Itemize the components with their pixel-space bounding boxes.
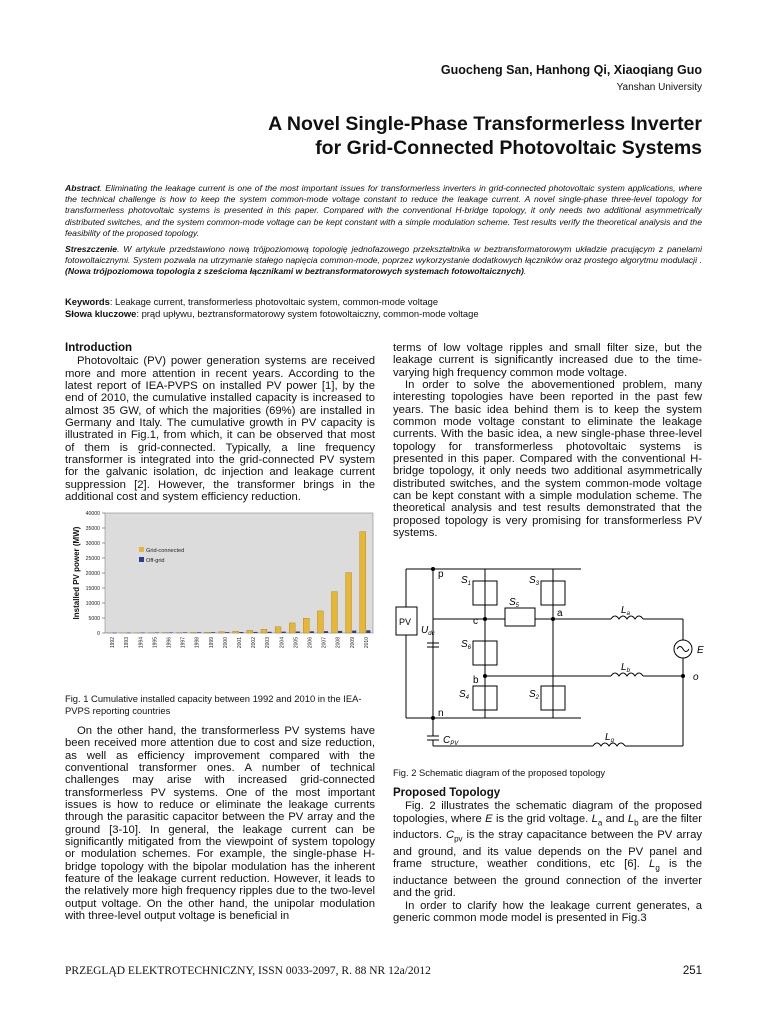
legend-swatch-offgrid — [139, 557, 144, 562]
node-c: c — [473, 616, 478, 627]
bar-grid-connected — [289, 623, 295, 633]
bar-grid-connected — [317, 611, 323, 633]
bar-off-grid — [268, 632, 272, 633]
s1-label: $S_1$ — [461, 575, 472, 587]
s3-label: $S_3$ — [529, 575, 540, 587]
pv-label: PV — [399, 617, 412, 627]
figure-2-schematic — [393, 563, 713, 763]
intro-paragraph-2: On the other hand, the transformerless PV systems have been received more attention due to cost and size reduction, as well as efficiency improvement compared with the conventional transformer ones. A number of technical challenges may arise with increased grid-connected transformerless PV systems. One of the most important issues is how to reduce or eliminate the leakage currents through the parasitic capacitor between the PV array and the ground [3-10]. In general, the leakage current can be significantly mitigated from the viewpoint of system topology or modulation schemes. For example, the single-phase H-bridge topology with the bipolar modulation has the inherent feature of the leakage current reduction. However, it leads to the relatively more high frequency ripples due to the two-level output voltage. On the other hand, the unipolar modulation with three-level output voltage is beneficial in — [65, 725, 375, 923]
topology-paragraph-2: In order to clarify how the leakage current generates, a generic common mode model is presented in Fig.3 — [393, 899, 702, 924]
figure-1-caption: Fig. 1 Cumulative installed capacity between 1992 and 2010 in the IEA-PVPS reporting countries — [65, 693, 362, 716]
topology-paragraph-1: Fig. 2 illustrates the schematic diagram of the proposed topologies, where E is the grid voltage. $L_a$ and $L_b$ are the filter inductors. $C_{pv}$ is the stray capacitance between the PV array and ground, and its value depends on the PV panel and frame structure, weather conditions, etc [6]. $L_g$ is the inductance between the ground connection of the inverter and the grid. — [393, 800, 703, 900]
bar-grid-connected — [360, 532, 366, 633]
page-number: 251 — [682, 965, 702, 977]
bar-off-grid — [169, 632, 173, 633]
right-column-bottom — [393, 787, 702, 924]
s6-label: $S_6$ — [461, 639, 472, 651]
keywords-text-pl: : prąd upływu, beztransformatorowy system fotowoltaiczny, common-mode voltage — [136, 308, 479, 319]
x-tick-label: 1994 — [138, 637, 145, 649]
affiliation: Yanshan University — [616, 82, 702, 93]
title-line-1: A Novel Single-Phase Transformerless Inverter — [268, 113, 702, 135]
streszczenie-end: . — [523, 266, 527, 277]
legend-off-grid: Off-grid — [146, 558, 165, 564]
x-tick-label: 2006 — [307, 637, 314, 649]
abstract-label: Abstract — [65, 183, 100, 193]
x-tick-label: 2004 — [279, 637, 286, 649]
bar-grid-connected — [247, 630, 253, 633]
x-tick-label: 1992 — [110, 637, 117, 649]
streszczenie-bold-title: (Nowa trójpoziomowa topologia z sześcioma łącznikami w beztransformatorowych systemach fotowoltaicznych) — [65, 266, 524, 277]
keywords-label: Keywords — [65, 296, 110, 307]
node-n: n — [438, 708, 444, 719]
y-tick-label: 0 — [97, 631, 100, 637]
keywords-en — [65, 296, 702, 308]
keywords-block — [65, 296, 702, 320]
bar-off-grid — [324, 631, 328, 633]
keywords-label-pl: Słowa kluczowe — [65, 308, 137, 319]
y-tick-label: 35000 — [85, 526, 100, 532]
legend-swatch-grid — [139, 547, 144, 552]
section-heading-proposed-topology: Proposed Topology — [393, 787, 501, 799]
y-tick-label: 40000 — [85, 511, 100, 517]
abstract — [65, 183, 702, 239]
x-tick-label: 1995 — [152, 637, 159, 649]
bar-off-grid — [183, 632, 187, 633]
bar-grid-connected — [346, 573, 352, 633]
x-tick-label: 2001 — [237, 637, 243, 649]
bar-off-grid — [155, 633, 159, 634]
x-tick-label: 2003 — [265, 637, 272, 649]
streszczenie — [65, 244, 702, 278]
figure-1-chart — [65, 507, 377, 689]
y-tick-label: 10000 — [85, 601, 100, 607]
intro-paragraph-1: Photovoltaic (PV) power generation systems are received more and more attention in recent years. According to the latest report of IEA-PVPS on installed PV power [1], by the end of 2010, the cumulative installed capacity is increased to almost 35 GW, of which the majorities (69%) are installed in Germany and Italy. The cumulative growth in PV capacity is illustrated in Fig.1, from which, it can be observed that most of them is grid-connected. Typically, a line frequency transformer is integrated into the grid-connected PV system for the galvanic isolation, dc injection and leakage current suppression [2]. However, the transformer brings in the additional cost and system efficiency reduction. — [65, 355, 375, 504]
node-a: a — [557, 608, 563, 619]
bar-grid-connected — [233, 631, 239, 633]
left-column-bottom — [65, 725, 375, 923]
bar-grid-connected — [190, 632, 196, 633]
s5-label: $S_5$ — [509, 597, 520, 609]
bar-off-grid — [197, 632, 201, 633]
bar-off-grid — [141, 633, 145, 634]
bar-off-grid — [366, 630, 370, 633]
x-tick-label: 2009 — [349, 637, 356, 649]
streszczenie-text: . W artykule przedstawiono nową trójpoziomową topologię jednofazowego przekształtnika w beztransformatorowym układzie pracującym z panelami fotowoltaicznymi. System pozwala na utrzymanie stałego napięcia common-mode, poprzez wykorzystanie dodatkowych łączników oraz prostego algorytmu modulacji . — [65, 244, 702, 266]
x-tick-label: 1999 — [208, 637, 215, 649]
authors: Guocheng San, Hanhong Qi, Xiaoqiang Guo — [440, 63, 702, 77]
bar-off-grid — [253, 632, 257, 633]
y-tick-label: 5000 — [88, 616, 100, 622]
legend-grid-connected: Grid-connected — [146, 548, 185, 554]
section-heading-introduction: Introduction — [65, 342, 133, 354]
y-tick-label: 20000 — [85, 571, 100, 577]
x-tick-label: 2005 — [293, 637, 300, 649]
figure-2-caption: Fig. 2 Schematic diagram of the proposed topology — [393, 767, 606, 778]
y-tick-label: 15000 — [85, 586, 100, 592]
bar-grid-connected — [261, 629, 267, 633]
x-tick-label: 1993 — [124, 637, 131, 649]
bar-off-grid — [296, 632, 300, 634]
y-axis-label: Installed PV power (MW) — [72, 526, 81, 620]
cpv-label: $C_{PV}$ — [443, 735, 459, 747]
keywords-pl — [65, 308, 702, 320]
bar-off-grid — [338, 631, 342, 633]
abstract-block — [65, 183, 702, 278]
y-tick-label: 30000 — [85, 541, 100, 547]
x-tick-label: 2008 — [335, 637, 342, 649]
bar-off-grid — [310, 631, 314, 633]
bar-grid-connected — [219, 632, 225, 633]
x-tick-label: 1997 — [180, 637, 187, 649]
keywords-text: : Leakage current, transformerless photovoltaic system, common-mode voltage — [109, 296, 439, 307]
bar-off-grid — [126, 633, 130, 634]
la-label: $L_a$ — [621, 605, 630, 617]
title-line-2: for Grid-Connected Photovoltaic Systems — [315, 137, 702, 159]
right-paragraph-1: terms of low voltage ripples and small filter size, but the leakage current is significantly increased due to the time-varying high frequency common mode voltage. — [393, 342, 702, 379]
bar-off-grid — [282, 632, 286, 633]
x-tick-label: 2010 — [363, 637, 370, 649]
bar-off-grid — [352, 631, 356, 633]
right-paragraph-2: In order to solve the abovementioned problem, many interesting topologies have been reported in the past few years. The basic idea behind them is to keep the system common mode voltage constant to eliminate the leakage currents. With the basic idea, a new single-phase three-level topology for transformerless photovoltaic systems is presented in this paper. Compared with the conventional H-bridge topology, it only needs two additional asymmetrically distributed switches, and the system common-mode voltage can be kept constant with a simple modulation scheme. The theoretical analysis and test results demonstrated that the proposed topology is very promising for transformerless PV systems. — [393, 379, 702, 540]
left-column-top — [65, 342, 375, 503]
x-tick-label: 2007 — [321, 637, 328, 649]
abstract-text: . Eliminating the leakage current is one of the most important issues for transformerless inverters in grid-connected photovoltaic system applications, where the technical challenge is how to keep the system common-mode voltage constant to reduce the leakage current. A novel single-phase three-level topology for transformerless photovoltaic systems is presented in this paper. Compared with the conventional H-bridge topology, it only needs two additional asymmetrically distributed switches, and the system common-mode voltage can be kept constant with a simple modulation scheme. Test results verify the theoretical analysis and the feasibility of the proposed topology. — [65, 183, 702, 238]
bar-grid-connected — [275, 627, 281, 633]
y-tick-label: 25000 — [85, 556, 100, 562]
lb-label: $L_b$ — [621, 662, 630, 674]
lg-label: $L_g$ — [605, 732, 614, 744]
node-b: b — [473, 675, 479, 686]
s2-label: $S_2$ — [529, 689, 540, 701]
bar-grid-connected — [332, 592, 338, 633]
bar-off-grid — [239, 632, 243, 633]
x-tick-label: 1996 — [166, 637, 173, 649]
streszczenie-label: Streszczenie — [65, 244, 118, 255]
bar-off-grid — [211, 632, 215, 633]
udc-label: $U_{dc}$ — [421, 625, 435, 637]
s4-label: $S_4$ — [459, 689, 470, 701]
node-o: o — [693, 672, 699, 683]
journal-footer: PRZEGLĄD ELEKTROTECHNICZNY, ISSN 0033-2097, R. 88 NR 12a/2012 — [65, 965, 431, 977]
node-p: p — [438, 569, 444, 580]
paper-title — [150, 112, 702, 160]
x-tick-label: 2000 — [222, 637, 229, 649]
bar-grid-connected — [205, 632, 211, 633]
bar-off-grid — [225, 632, 229, 633]
x-tick-label: 1998 — [194, 637, 201, 649]
bar-grid-connected — [303, 618, 309, 633]
e-label: E — [697, 645, 704, 656]
x-tick-label: 2002 — [251, 637, 258, 649]
right-column-top — [393, 342, 702, 540]
bar-off-grid — [112, 633, 116, 634]
